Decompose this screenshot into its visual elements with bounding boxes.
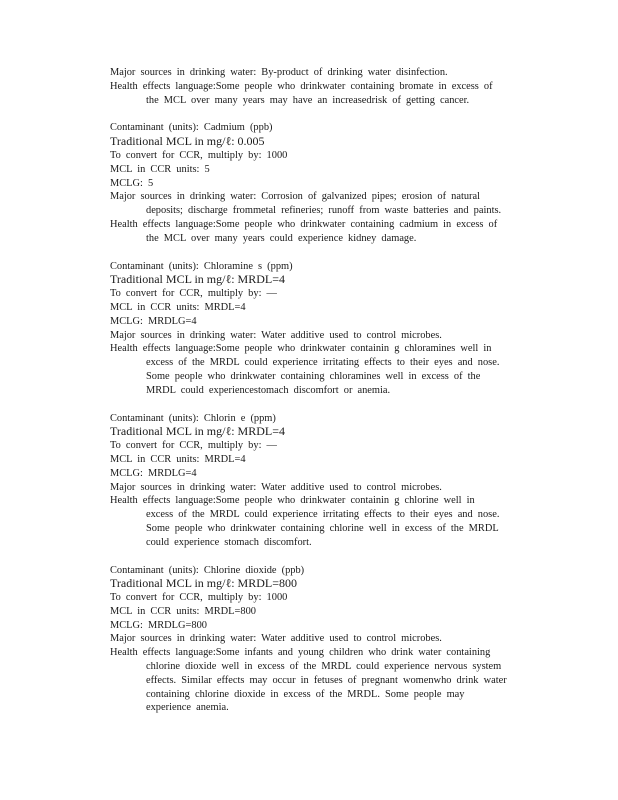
- health-effects-continuation: containing chlorine dioxide in excess of the MRDL. Some people may: [146, 688, 465, 700]
- health-effects-continuation: Some people who drinkwater containing chlorine well in excess of the MRDL: [146, 522, 499, 534]
- health-effects-continuation: MRDL could experiencestomach discomfort or anemia.: [146, 384, 391, 396]
- contaminant-entry-chlorine: [110, 412, 540, 550]
- convert-line: To convert for CCR, multiply by: —: [110, 288, 277, 300]
- health-effects-line: Health effects language:Some people who drinkwater containing bromate in excess of: [110, 80, 493, 92]
- mcl-ccr-line: MCL in CCR units: MRDL=4: [110, 453, 246, 465]
- health-effects-continuation: effects. Similar effects may occur in fetuses of pregnant womenwho drink water: [146, 674, 507, 686]
- major-sources-line: Major sources in drinking water: By-product of drinking water disinfection.: [110, 67, 448, 78]
- health-effects-continuation: excess of the MRDL could experience irritating effects to their eyes and nose.: [146, 509, 500, 521]
- health-effects-continuation: could experience stomach discomfort.: [146, 536, 312, 548]
- health-effects-continuation: Some people who drinkwater containing chloramines well in excess of the: [146, 370, 481, 382]
- major-sources-line: Major sources in drinking water: Water additive used to control microbes.: [110, 329, 442, 341]
- health-effects-line: Health effects language:Some infants and young children who drink water containing: [110, 647, 491, 659]
- health-effects-line: Health effects language:Some people who drinkwater containin g chlorine well in: [110, 495, 475, 507]
- contaminant-name-line: Contaminant (units): Chlorin e (ppm): [110, 412, 276, 424]
- mclg-line: MCLG: 5: [110, 177, 154, 189]
- health-effects-continuation: chlorine dioxide well in excess of the MRDL could experience nervous system: [146, 661, 502, 673]
- traditional-mcl-line: Traditional MCL in mg/ℓ: 0.005: [110, 134, 265, 149]
- major-sources-line: Major sources in drinking water: Water additive used to control microbes.: [110, 481, 442, 493]
- convert-line: To convert for CCR, multiply by: —: [110, 440, 277, 452]
- mcl-ccr-line: MCL in CCR units: MRDL=800: [110, 605, 256, 617]
- document-content: [110, 66, 540, 715]
- health-effects-line: Health effects language:Some people who drinkwater containing cadmium in excess of: [110, 218, 498, 230]
- major-sources-line: Major sources in drinking water: Water additive used to control microbes.: [110, 633, 442, 645]
- mclg-line: MCLG: MRDLG=800: [110, 619, 207, 631]
- mcl-ccr-line: MCL in CCR units: MRDL=4: [110, 301, 246, 313]
- mcl-ccr-line: MCL in CCR units: 5: [110, 163, 210, 175]
- traditional-mcl-line: Traditional MCL in mg/ℓ: MRDL=4: [110, 424, 285, 439]
- contaminant-entry-chloramines: [110, 260, 540, 398]
- contaminant-name-line: Contaminant (units): Cadmium (ppb): [110, 122, 273, 134]
- intro-block: [110, 66, 540, 107]
- health-effects-continuation: experience anemia.: [146, 702, 229, 714]
- contaminant-entry-cadmium: [110, 121, 540, 245]
- contaminant-entry-chlorine-dioxide: [110, 564, 540, 716]
- traditional-mcl-line: Traditional MCL in mg/ℓ: MRDL=4: [110, 272, 285, 287]
- health-effects-line: Health effects language:Some people who drinkwater containin g chloramines well in: [110, 343, 492, 355]
- mclg-line: MCLG: MRDLG=4: [110, 467, 197, 479]
- contaminant-name-line: Contaminant (units): Chloramine s (ppm): [110, 260, 293, 272]
- convert-line: To convert for CCR, multiply by: 1000: [110, 592, 288, 604]
- health-effects-continuation: the MCL over many years may have an increasedrisk of getting cancer.: [146, 94, 470, 106]
- health-effects-continuation: excess of the MRDL could experience irritating effects to their eyes and nose.: [146, 357, 500, 369]
- convert-line: To convert for CCR, multiply by: 1000: [110, 149, 288, 161]
- traditional-mcl-line: Traditional MCL in mg/ℓ: MRDL=800: [110, 576, 297, 591]
- mclg-line: MCLG: MRDLG=4: [110, 315, 197, 327]
- contaminant-name-line: Contaminant (units): Chlorine dioxide (ppb): [110, 564, 305, 576]
- health-effects-continuation: the MCL over many years could experience kidney damage.: [146, 232, 417, 244]
- major-sources-line: Major sources in drinking water: Corrosion of galvanized pipes; erosion of natural: [110, 191, 481, 203]
- major-sources-continuation: deposits; discharge frommetal refineries; runoff from waste batteries and paints.: [146, 205, 502, 217]
